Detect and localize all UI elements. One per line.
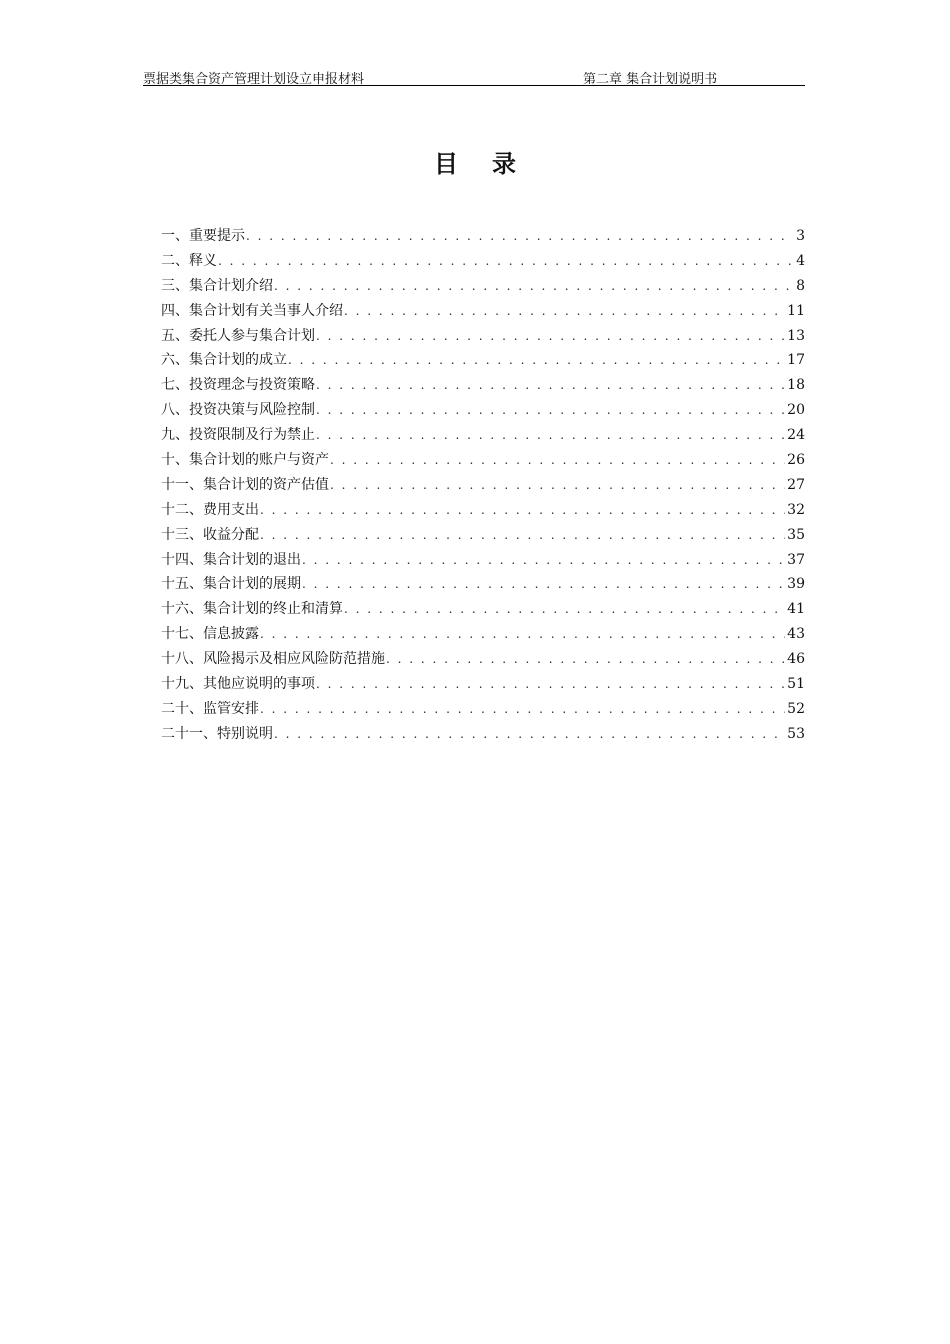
toc-entry-label: 二十、监管安排: [161, 700, 259, 717]
toc-entry-label: 十五、集合计划的展期: [161, 576, 301, 593]
toc-entry[interactable]: [161, 374, 805, 399]
toc-entry-label: 九、投资限制及行为禁止: [161, 427, 315, 444]
toc-leader-dots: [302, 553, 785, 567]
toc-entry[interactable]: [161, 549, 805, 574]
toc-entry-label: 二十一、特别说明: [161, 725, 273, 742]
toc-leader-dots: [260, 503, 785, 517]
toc-entry[interactable]: [161, 524, 805, 549]
toc-entry-page-number: 52: [787, 700, 805, 717]
toc-entry[interactable]: [161, 300, 805, 325]
toc-entry-page-number: 8: [796, 277, 805, 294]
toc-entry-label: 十、集合计划的账户与资产: [161, 452, 329, 469]
toc-leader-dots: [330, 453, 785, 467]
toc-entry-page-number: 17: [787, 352, 805, 369]
toc-entry-page-number: 37: [787, 551, 805, 568]
toc-entry[interactable]: [161, 648, 805, 673]
toc-entry-label: 十四、集合计划的退出: [161, 551, 301, 568]
toc-entry[interactable]: [161, 250, 805, 275]
toc-entry-page-number: 32: [787, 501, 805, 518]
toc-entry[interactable]: [161, 623, 805, 648]
toc-leader-dots: [274, 279, 793, 293]
toc-leader-dots: [316, 677, 785, 691]
toc-entry-label: 八、投资决策与风险控制: [161, 402, 315, 419]
toc-leader-dots: [316, 329, 785, 343]
toc-leader-dots: [246, 229, 793, 243]
toc-entry-page-number: 3: [796, 228, 805, 244]
toc-entry-page-number: 11: [787, 302, 805, 319]
toc-leader-dots: [260, 627, 785, 641]
toc-entry-page-number: 26: [787, 452, 805, 469]
toc-entry[interactable]: [161, 673, 805, 698]
toc-entry[interactable]: [161, 573, 805, 598]
toc-entry-page-number: 20: [787, 402, 805, 419]
toc-entry-label: 五、委托人参与集合计划: [161, 327, 315, 344]
header-document-title: 票据类集合资产管理计划设立申报材料: [143, 72, 365, 87]
toc-leader-dots: [302, 577, 785, 591]
page-header: [143, 66, 805, 86]
table-of-contents: [161, 225, 805, 748]
toc-entry[interactable]: [161, 698, 805, 723]
toc-entry[interactable]: [161, 499, 805, 524]
toc-leader-dots: [274, 727, 785, 741]
toc-entry-page-number: 43: [787, 626, 805, 643]
toc-entry[interactable]: [161, 275, 805, 300]
toc-leader-dots: [344, 304, 785, 318]
toc-entry-page-number: 51: [787, 676, 805, 693]
toc-entry-page-number: 39: [787, 576, 805, 593]
toc-entry-page-number: 53: [787, 725, 805, 742]
toc-entry-label: 十二、费用支出: [161, 501, 259, 518]
toc-entry-label: 十七、信息披露: [161, 626, 259, 643]
toc-leader-dots: [316, 378, 785, 392]
toc-entry-page-number: 4: [796, 252, 805, 269]
toc-entry[interactable]: [161, 225, 805, 250]
toc-entry-page-number: 24: [787, 427, 805, 444]
toc-entry-label: 三、集合计划介绍: [161, 277, 273, 294]
toc-leader-dots: [330, 478, 785, 492]
toc-entry-label: 十九、其他应说明的事项: [161, 676, 315, 693]
toc-entry-label: 十六、集合计划的终止和清算: [161, 601, 343, 618]
toc-leader-dots: [316, 403, 785, 417]
toc-entry-label: 二、释义: [161, 252, 217, 269]
toc-entry-page-number: 35: [787, 526, 805, 543]
toc-entry-label: 十八、风险揭示及相应风险防范措施: [161, 651, 385, 668]
toc-entry-label: 七、投资理念与投资策略: [161, 377, 315, 394]
toc-entry[interactable]: [161, 424, 805, 449]
header-chapter-title: 第二章 集合计划说明书: [583, 72, 718, 87]
toc-entry-label: 一、重要提示: [161, 228, 245, 244]
toc-entry-page-number: 27: [787, 476, 805, 493]
toc-entry-label: 六、集合计划的成立: [161, 352, 287, 369]
toc-entry-label: 四、集合计划有关当事人介绍: [161, 302, 343, 319]
toc-leader-dots: [316, 428, 785, 442]
toc-title: 目录: [434, 149, 550, 178]
toc-entry[interactable]: [161, 325, 805, 350]
toc-entry-label: 十一、集合计划的资产估值: [161, 476, 329, 493]
toc-entry-page-number: 46: [787, 651, 805, 668]
toc-entry-label: 十三、收益分配: [161, 526, 259, 543]
toc-entry[interactable]: [161, 449, 805, 474]
toc-entry[interactable]: [161, 349, 805, 374]
toc-entry-page-number: 18: [787, 377, 805, 394]
toc-entry[interactable]: [161, 598, 805, 623]
toc-entry[interactable]: [161, 723, 805, 748]
toc-entry[interactable]: [161, 474, 805, 499]
toc-leader-dots: [260, 528, 785, 542]
toc-leader-dots: [218, 254, 793, 268]
toc-leader-dots: [288, 353, 785, 367]
toc-entry-page-number: 41: [787, 601, 805, 618]
toc-leader-dots: [344, 602, 785, 616]
toc-leader-dots: [386, 652, 785, 666]
toc-entry[interactable]: [161, 399, 805, 424]
toc-entry-page-number: 13: [787, 327, 805, 344]
toc-leader-dots: [260, 702, 785, 716]
